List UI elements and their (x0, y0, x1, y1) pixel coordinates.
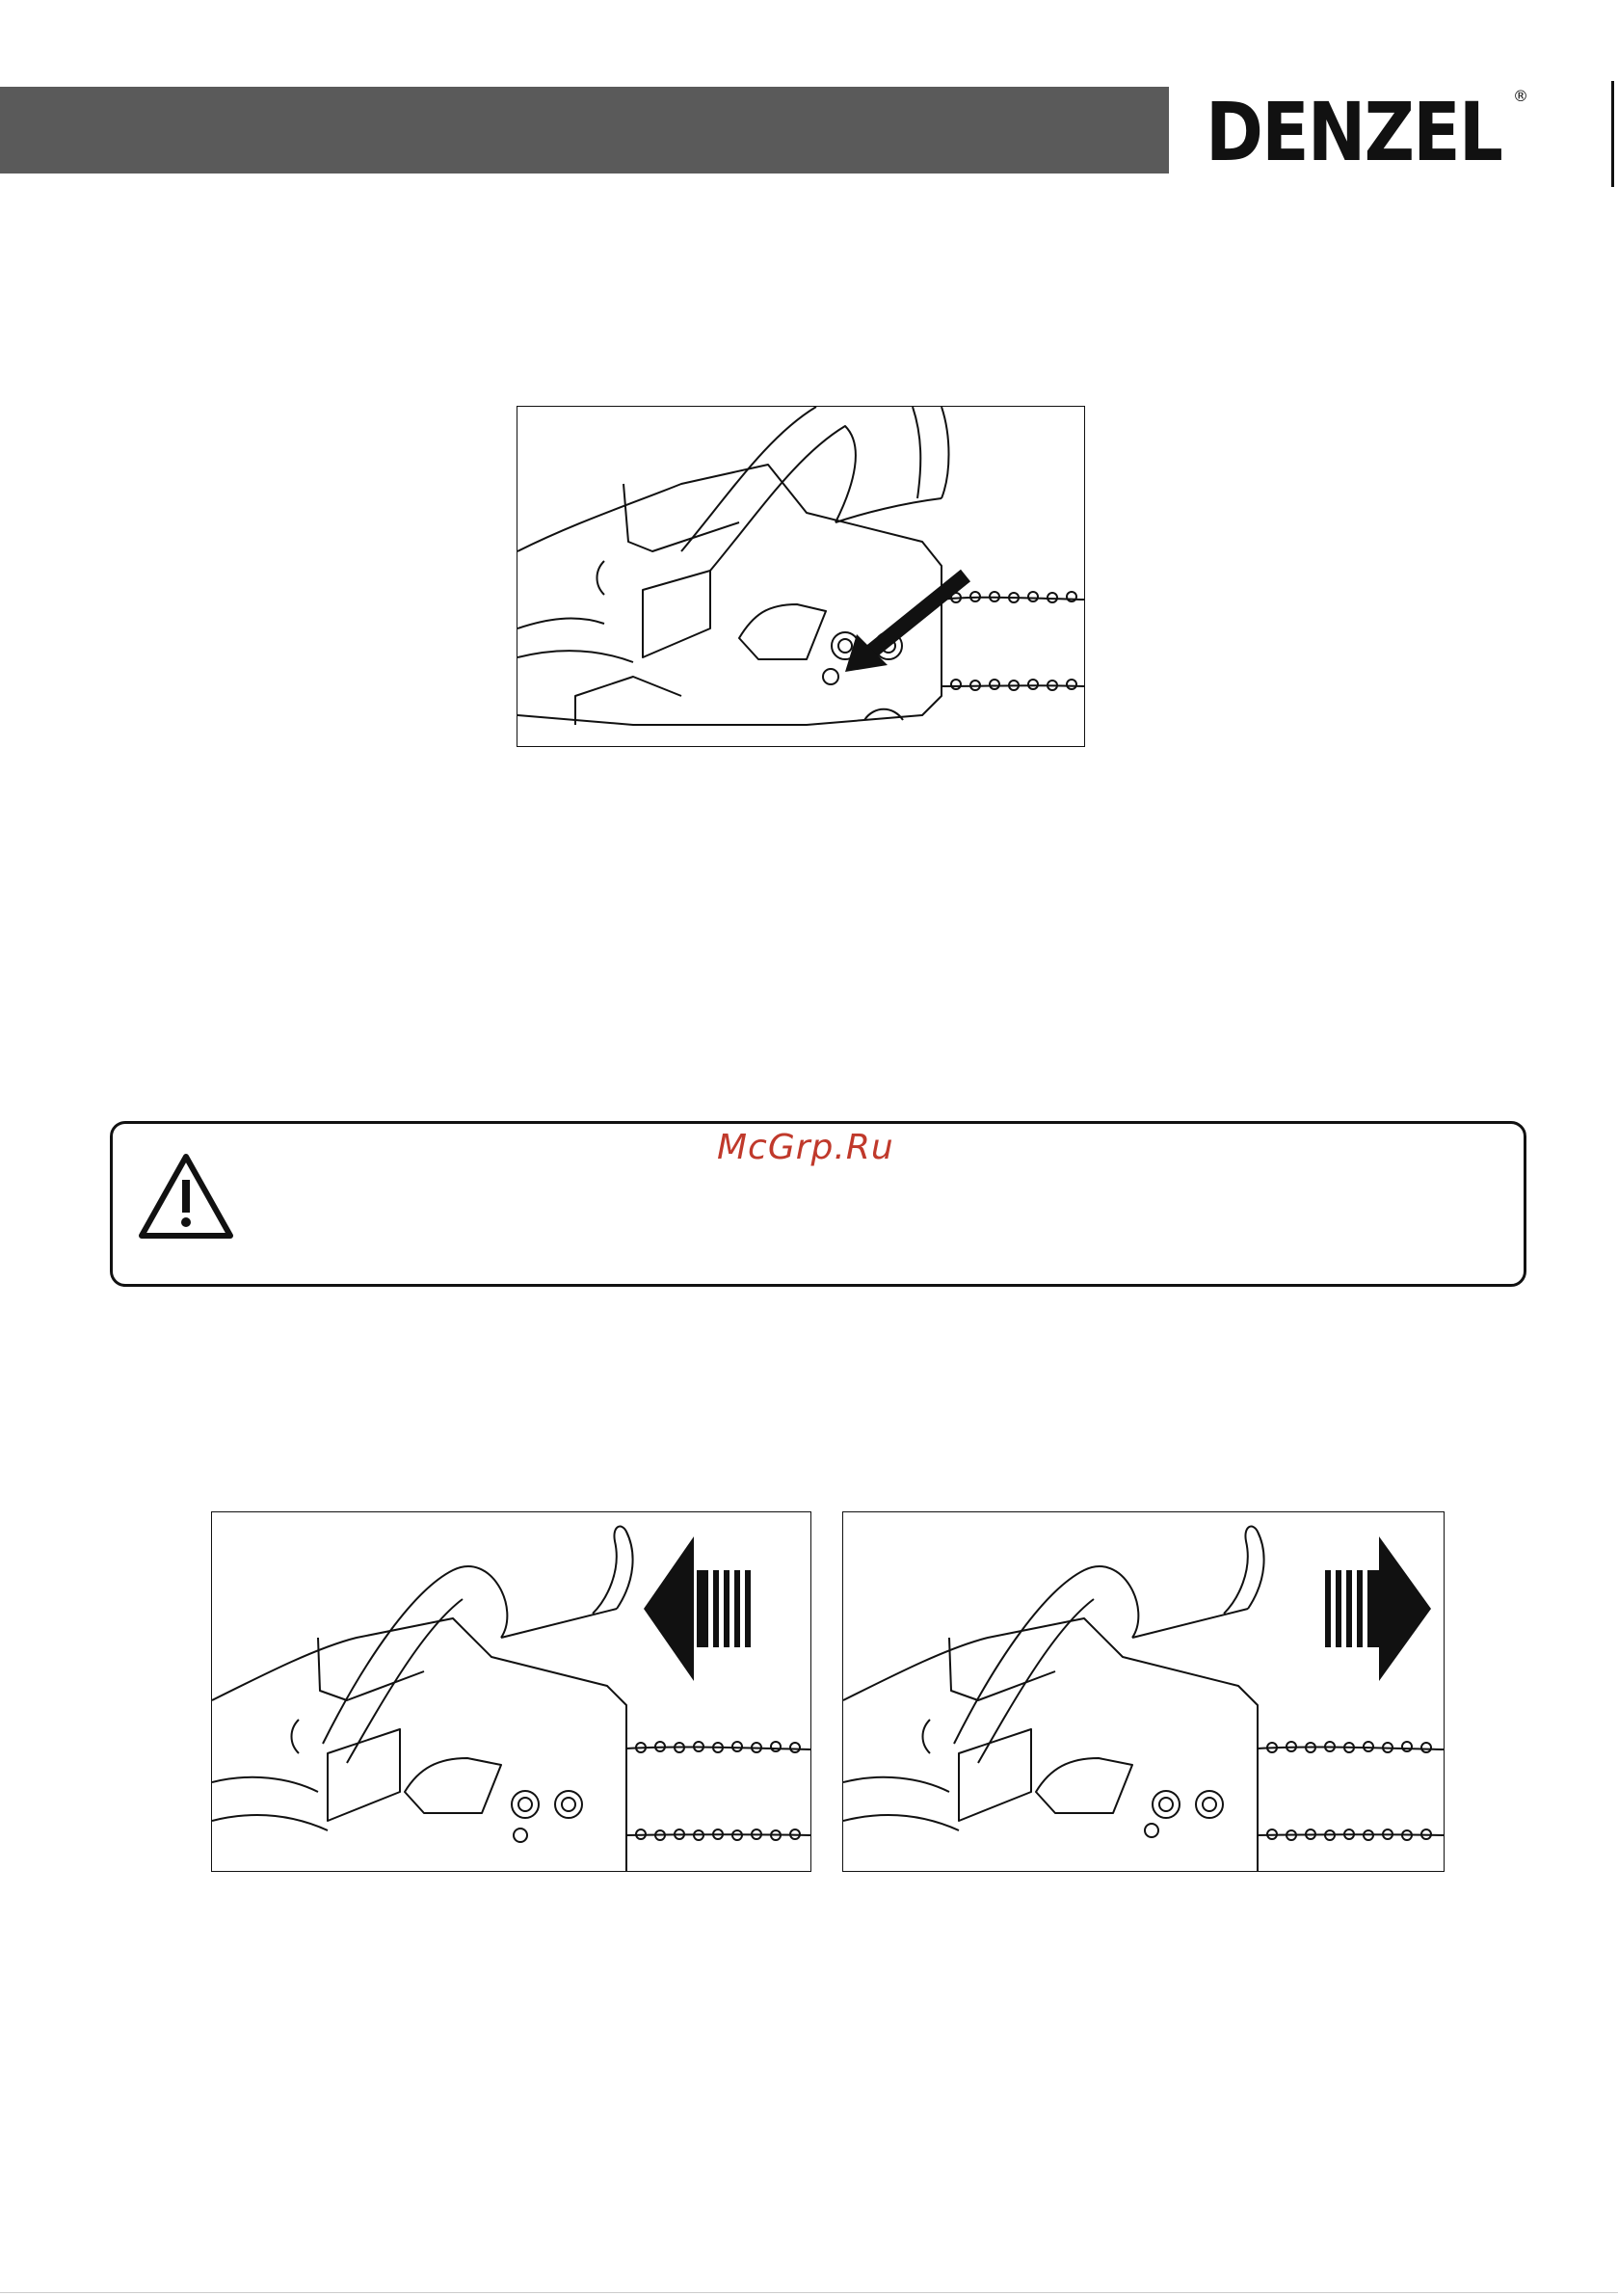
arrow-right-icon (1325, 1536, 1431, 1681)
header-bar (0, 87, 1169, 174)
figure-increase-oil (842, 1511, 1445, 1872)
arrow-to-adjust-screw (845, 575, 966, 672)
watermark: McGrp.Ru (717, 1128, 894, 1167)
page-edge-mark (1611, 81, 1614, 187)
footer-line (0, 2292, 1618, 2293)
chainsaw-illustration-left (212, 1512, 810, 1871)
figure-decrease-oil (211, 1511, 811, 1872)
figure-oil-adjust-screw (517, 406, 1085, 747)
registered-mark: ® (1513, 87, 1528, 105)
brand-name: DENZEL (1206, 85, 1502, 179)
warning-triangle-icon (136, 1151, 236, 1241)
brand-logo (1200, 79, 1537, 185)
chainsaw-illustration-right (843, 1512, 1444, 1871)
chainsaw-illustration (517, 407, 1084, 746)
arrow-left-icon (644, 1536, 751, 1681)
